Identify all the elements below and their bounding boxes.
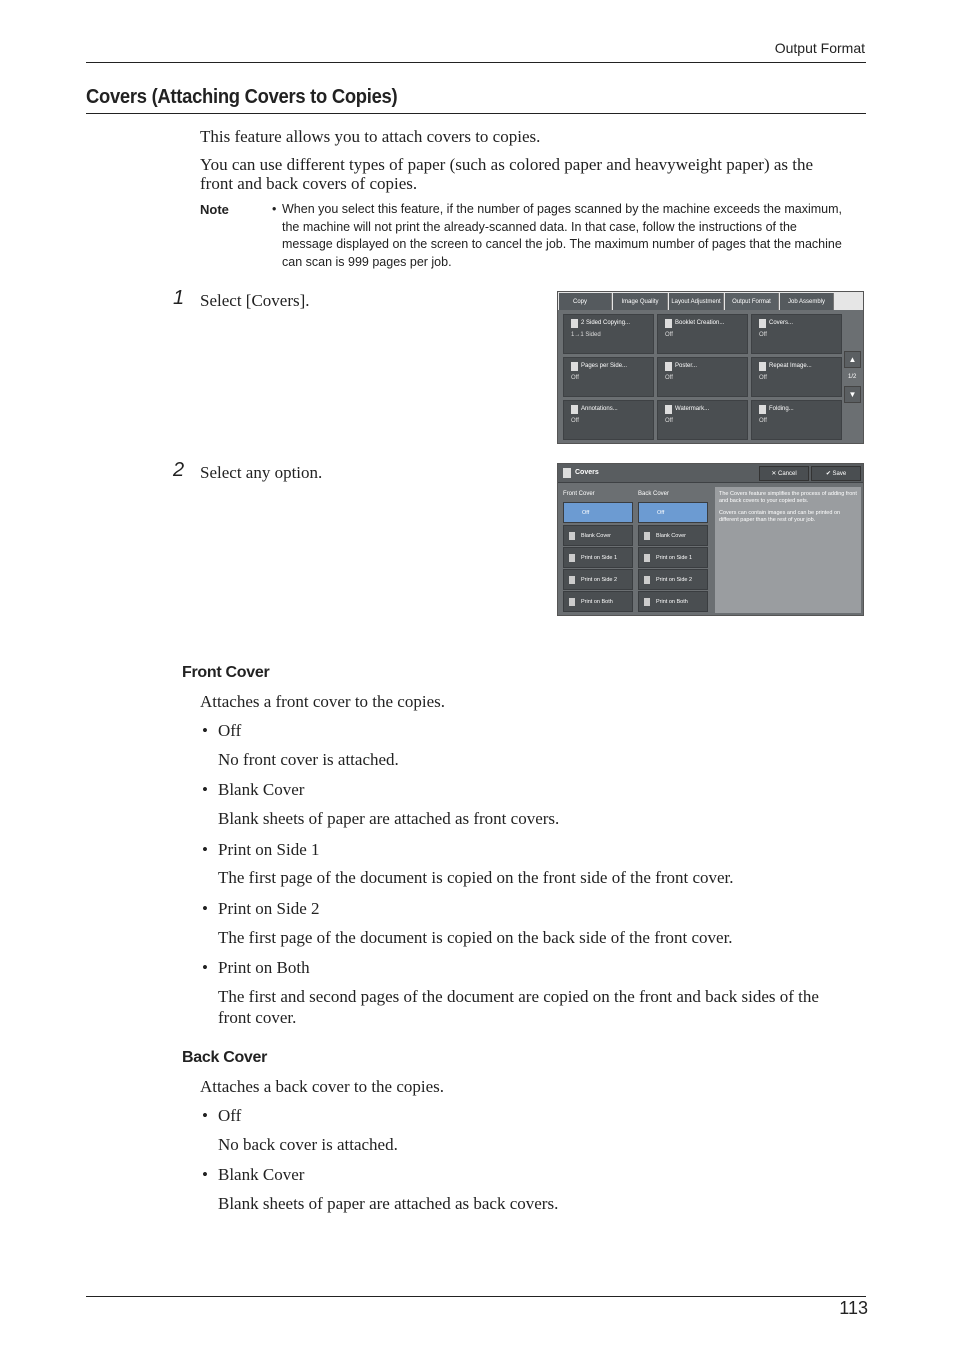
paper-icon <box>644 532 650 540</box>
running-header: Output Format <box>774 40 865 56</box>
front-item-name: Print on Side 1 <box>218 840 320 859</box>
tile-folding[interactable]: Folding... Off <box>751 400 842 440</box>
header-rule <box>86 62 866 63</box>
tile-annotations[interactable]: Annotations... Off <box>563 400 654 440</box>
intro-text-3: front and back covers of copies. <box>200 174 418 193</box>
back-item-name: Off <box>218 1106 242 1125</box>
note-line-2: the machine will not print the already-scanned data. In that case, follow the instructions of the <box>282 220 797 234</box>
tab-output-format[interactable]: Output Format <box>725 293 779 310</box>
output-format-screenshot <box>557 291 864 444</box>
description-text-2: Covers can contain images and can be printed on different paper than the rest of your job. <box>719 510 841 523</box>
note-line-3: message displayed on the screen to cancel the job. The maximum number of pages that the machine <box>282 237 842 251</box>
page-number: 113 <box>839 1298 868 1318</box>
note-line-1: When you select this feature, if the number of pages scanned by the machine exceeds the maximum, <box>282 202 843 216</box>
tab-layout-adjustment[interactable]: Layout Adjustment <box>669 293 724 310</box>
save-button[interactable]: ✔ Save <box>811 466 861 481</box>
front-item-name: Blank Cover <box>218 780 305 799</box>
bullet: • <box>202 958 208 977</box>
front-option-print-side-1[interactable]: Print on Side 1 <box>563 547 633 568</box>
paper-icon <box>569 576 575 584</box>
bullet: • <box>202 899 208 918</box>
scroll-down-button[interactable]: ▼ <box>844 386 861 403</box>
bullet: • <box>202 1165 208 1184</box>
tab-job-assembly[interactable]: Job Assembly <box>780 293 834 310</box>
front-item-name: Off <box>218 721 242 740</box>
back-item-desc: No back cover is attached. <box>218 1135 398 1154</box>
front-cover-label: Front Cover <box>563 491 595 497</box>
front-cover-heading: Front Cover <box>182 664 270 681</box>
front-item-desc: The first page of the document is copied on the front side of the front cover. <box>218 868 734 887</box>
tab-image-quality[interactable]: Image Quality <box>613 293 668 310</box>
covers-icon <box>563 468 571 478</box>
front-item-desc: Blank sheets of paper are attached as front covers. <box>218 809 560 828</box>
cancel-button[interactable]: ✕ Cancel <box>759 466 809 481</box>
paper-icon <box>644 598 650 606</box>
front-cover-intro: Attaches a front cover to the copies. <box>200 692 445 711</box>
front-item-desc: The first page of the document is copied on the back side of the front cover. <box>218 928 733 947</box>
covers-description <box>715 487 861 613</box>
back-option-print-side-2[interactable]: Print on Side 2 <box>638 569 708 590</box>
front-item-desc: No front cover is attached. <box>218 750 399 769</box>
paper-icon <box>644 576 650 584</box>
tile-icon <box>571 362 578 371</box>
back-item-name: Blank Cover <box>218 1165 305 1184</box>
note-bullet: • <box>272 202 277 216</box>
back-option-print-side-1[interactable]: Print on Side 1 <box>638 547 708 568</box>
back-option-print-both[interactable]: Print on Both <box>638 591 708 612</box>
front-option-print-side-2[interactable]: Print on Side 2 <box>563 569 633 590</box>
step-number-2: 2 <box>173 459 185 481</box>
step-number-1: 1 <box>173 287 185 309</box>
back-option-off[interactable]: Off <box>638 502 708 523</box>
bullet: • <box>202 721 208 740</box>
bullet: • <box>202 1106 208 1125</box>
covers-title: Covers <box>575 469 599 476</box>
tile-icon <box>759 362 766 371</box>
tile-icon <box>759 405 766 414</box>
step-text-1: Select [Covers]. <box>200 291 310 310</box>
tile-icon <box>571 405 578 414</box>
front-item-name: Print on Both <box>218 958 310 977</box>
front-item-name: Print on Side 2 <box>218 899 320 918</box>
tile-icon <box>571 319 578 328</box>
intro-text-1: This feature allows you to attach covers to copies. <box>200 127 541 146</box>
tile-covers[interactable]: Covers... Off <box>751 314 842 354</box>
front-option-print-both[interactable]: Print on Both <box>563 591 633 612</box>
description-text-1: The Covers feature simplifies the process of adding front and back covers to your copied sets. <box>719 491 857 504</box>
bullet: • <box>202 780 208 799</box>
page-indicator: 1/2 <box>848 374 857 380</box>
tile-2-sided-copying[interactable]: 2 Sided Copying... 1→1 Sided <box>563 314 654 354</box>
note-label: Note <box>200 202 229 217</box>
tile-poster[interactable]: Poster... Off <box>657 357 748 397</box>
footer-rule <box>86 1296 866 1297</box>
back-cover-intro: Attaches a back cover to the copies. <box>200 1077 445 1096</box>
front-item-desc-cont: front cover. <box>218 1008 297 1027</box>
tile-icon <box>759 319 766 328</box>
tile-icon <box>665 405 672 414</box>
covers-screenshot <box>557 463 864 616</box>
note-line-4: can scan is 999 pages per job. <box>282 255 452 269</box>
step-text-2: Select any option. <box>200 463 323 482</box>
tab-bar <box>558 292 863 310</box>
back-option-blank-cover[interactable]: Blank Cover <box>638 525 708 546</box>
scroll-up-button[interactable]: ▲ <box>844 351 861 368</box>
tile-watermark[interactable]: Watermark... Off <box>657 400 748 440</box>
title-rule <box>86 113 866 114</box>
paper-icon <box>644 554 650 562</box>
paper-icon <box>569 598 575 606</box>
tile-icon <box>665 319 672 328</box>
bullet: • <box>202 840 208 859</box>
tile-repeat-image[interactable]: Repeat Image... Off <box>751 357 842 397</box>
front-option-blank-cover[interactable]: Blank Cover <box>563 525 633 546</box>
paper-icon <box>569 554 575 562</box>
tile-booklet-creation[interactable]: Booklet Creation... Off <box>657 314 748 354</box>
tile-icon <box>665 362 672 371</box>
front-item-desc: The first and second pages of the document are copied on the front and back sides of the <box>218 987 819 1006</box>
covers-header <box>558 464 863 483</box>
front-option-off[interactable]: Off <box>563 502 633 523</box>
page-title: Covers (Attaching Covers to Copies) <box>86 86 398 108</box>
tab-copy[interactable]: Copy <box>559 293 612 310</box>
back-item-desc: Blank sheets of paper are attached as back covers. <box>218 1194 559 1213</box>
paper-icon <box>569 532 575 540</box>
intro-text-2: You can use different types of paper (such as colored paper and heavyweight paper) as the <box>200 155 814 174</box>
tile-pages-per-side[interactable]: Pages per Side... Off <box>563 357 654 397</box>
back-cover-heading: Back Cover <box>182 1049 268 1066</box>
back-cover-label: Back Cover <box>638 491 670 497</box>
